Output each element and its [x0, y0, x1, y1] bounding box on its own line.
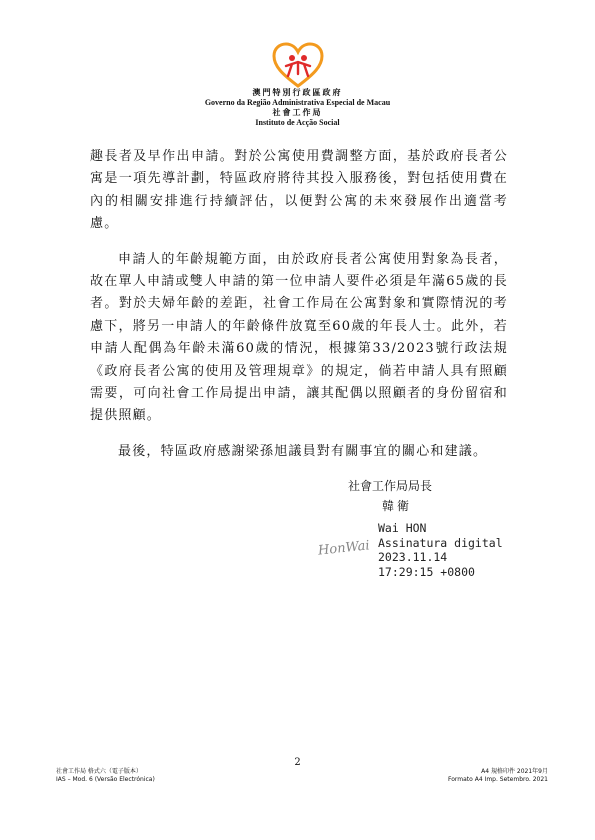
footer-right-zh: A4 規格印件 2021年9月: [481, 768, 548, 775]
paragraph-2: 申請人的年齡規範方面，由於政府長者公寓使用對象為長者，故在單人申請或雙人申請的第一位申請人要件必須是年滿65歲的長者。對於夫婦年齡的差距，社會工作局在公寓對象和實際情況的考慮下，將另一申請人的年齡條件放寬至60歲的年長人士。此外，若申請人配偶為年齡未滿60歲的情況，根據第33/2023號行政法規《政府長者公寓的使用及管理規章》的規定，倘若申請人具有照顧需要，可向社會工作局提出申請，讓其配偶以照顧者的身份留宿和提供照顧。: [90, 251, 508, 424]
page-number: 2: [294, 757, 301, 768]
letter-body: [90, 146, 508, 476]
dept-name-pt: Instituto de Acção Social: [255, 118, 340, 127]
paragraph-1: 趣長者及早作出申請。對於公寓使用費調整方面，基於政府長者公寓是一項先導計劃，特區政府將待其投入服務後，對包括使用費在內的相關安排進行持續評估，以便對公寓的未來發展作出適當考慮。: [90, 149, 508, 232]
ias-heart-logo-icon: [272, 42, 324, 88]
gov-name-zh: 澳門特別行政區政府: [252, 88, 343, 97]
letterhead: [0, 42, 595, 128]
footer-left: [56, 768, 155, 784]
footer-left-zh: 社會工作局 格式六（電子版本）: [56, 768, 142, 775]
footer-left-pt: IAS – Mod. 6 (Versão Electrónica): [56, 776, 155, 783]
signer-title: 社會工作局局長: [348, 479, 433, 493]
footer-right: [448, 768, 548, 784]
signer-block: [348, 476, 432, 516]
signature-label: Assinatura digital: [378, 535, 503, 550]
signature-date: 2023.11.14: [378, 550, 448, 564]
signature-name: Wai HON: [378, 521, 427, 535]
signature-time: 17:29:15 +0800: [378, 564, 475, 579]
footer-right-pt: Formato A4 Imp. Setembro. 2021: [448, 776, 548, 783]
handwritten-signature: HonWai: [317, 538, 371, 559]
gov-name-pt: Governo da Região Administrativa Especial de Macau: [204, 98, 391, 107]
paragraph-3: 最後，特區政府感謝梁孫旭議員對有關事宜的關心和建議。: [118, 443, 488, 459]
signer-name: 韓衛: [382, 499, 413, 513]
dept-name-zh: 社會工作局: [272, 108, 323, 117]
digital-signature-block: [378, 521, 503, 579]
